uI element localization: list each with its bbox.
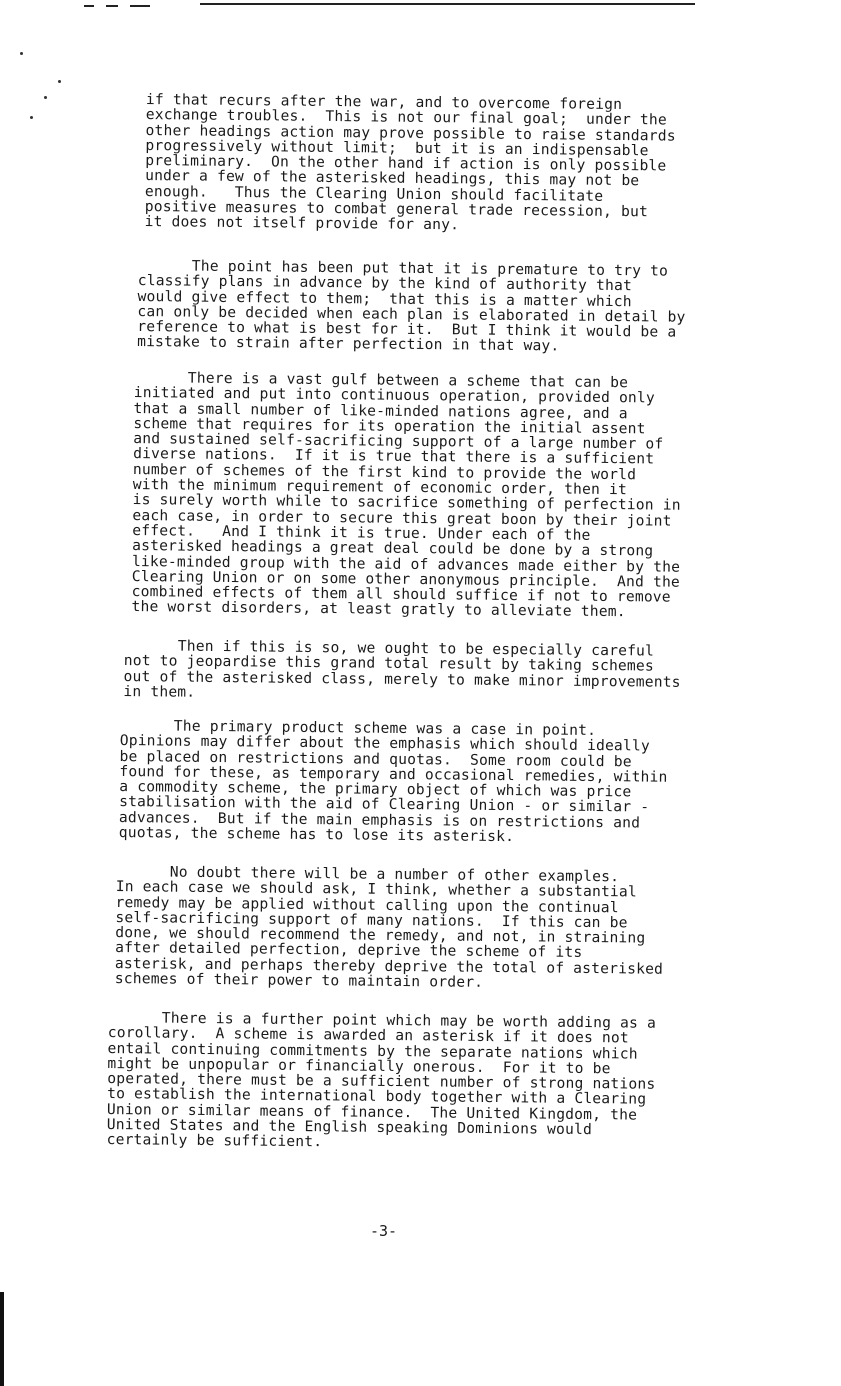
page-number: -3- (370, 1222, 398, 1240)
paragraph-2: The point has been put that it is premature to try to classify plans in advance by the kind of authority that would give effect to them; that this is a matter which can only be decided when each plan is elaborated in detail by reference to what is best for it. But I think it would be a mistake to strain after perfection in that way. (137, 257, 686, 355)
scan-speck (20, 52, 23, 55)
paragraph-7: There is a further point which may be worth adding as a corollary. A scheme is awarded an asterisk if it does not entail continuing commitments by the separate nations which might be unpopular or financially onerous. For it to be operated, there must be a sufficient number of strong nations to establish the international body together with a Clearing Union or similar means of finance. The United Kingdom, the United States and the English speaking Dominions would certainly be sufficient. (106, 1009, 657, 1151)
top-dash-mark (84, 5, 94, 7)
scan-speck (30, 116, 33, 119)
scan-speck (44, 96, 47, 99)
paragraph-3: There is a vast gulf between a scheme that can be initiated and put into continuous operation, provided only that a small number of like-minded nations agree, and a scheme that requires for its operation the initial assent and sustained self-sacrificing support of a large number of diverse nations. If it is true that there is a sufficient number of schemes of the first kind to provide the world with the minimum requirement of economic order, then it is surely worth while to sacrifice something of perfection in each case, in order to secure this great boon by their joint effect. And I think it is true. Under each of the asterisked headings a great deal could be done by a strong like-minded group with the aid of advances made either by the Clearing Union or on some other anonymous principle. And the combined effects of them all should suffice if not to remove the worst disorders, at least gratly to alleviate them. (131, 369, 681, 621)
scan-speck (58, 80, 61, 83)
paragraph-5: The primary product scheme was a case in point. Opinions may differ about the emphasis which should ideally be placed on restrictions and quotas. Some room could be found for these, as temporary and occasional remedies, within a commodity scheme, the primary object of which was price stabilisation with the aid of Clearing Union - or similar - advances. But if the main emphasis is on restrictions and quotas, the scheme has to lose its asterisk. (118, 717, 668, 846)
paragraph-6: No doubt there will be a number of other examples. In each case we should ask, I think, whether a substantial remedy may be applied without calling upon the continual self-sacrificing support of many nations. If this can be done, we should recommend the remedy, and not, in straining after detailed perfection, deprive the scheme of its asterisk, and perhaps thereby deprive the total of asterisked schemes of their power to maintain order. (114, 863, 664, 991)
scan-edge-bar (0, 1292, 4, 1386)
paragraph-4: Then if this is so, we ought to be especially careful not to jeopardise this grand total result by taking schemes out of the asterisked class, merely to make minor improvements in them. (123, 637, 681, 701)
paragraph-1: if that recurs after the war, and to overcome foreign exchange troubles. This is not our final goal; under the other headings action may prove possible to raise standards progressively without limit; but it is an indispensable preliminary. On the other hand if action is only possible under a few of the asterisked headings, this may not be enough. Thus the Clearing Union should facilitate positive measures to combat general trade recession, but it does not itself provide for any. (144, 91, 676, 234)
top-dash-mark (130, 5, 150, 7)
top-rule (200, 3, 695, 5)
top-dash-mark (106, 5, 118, 7)
